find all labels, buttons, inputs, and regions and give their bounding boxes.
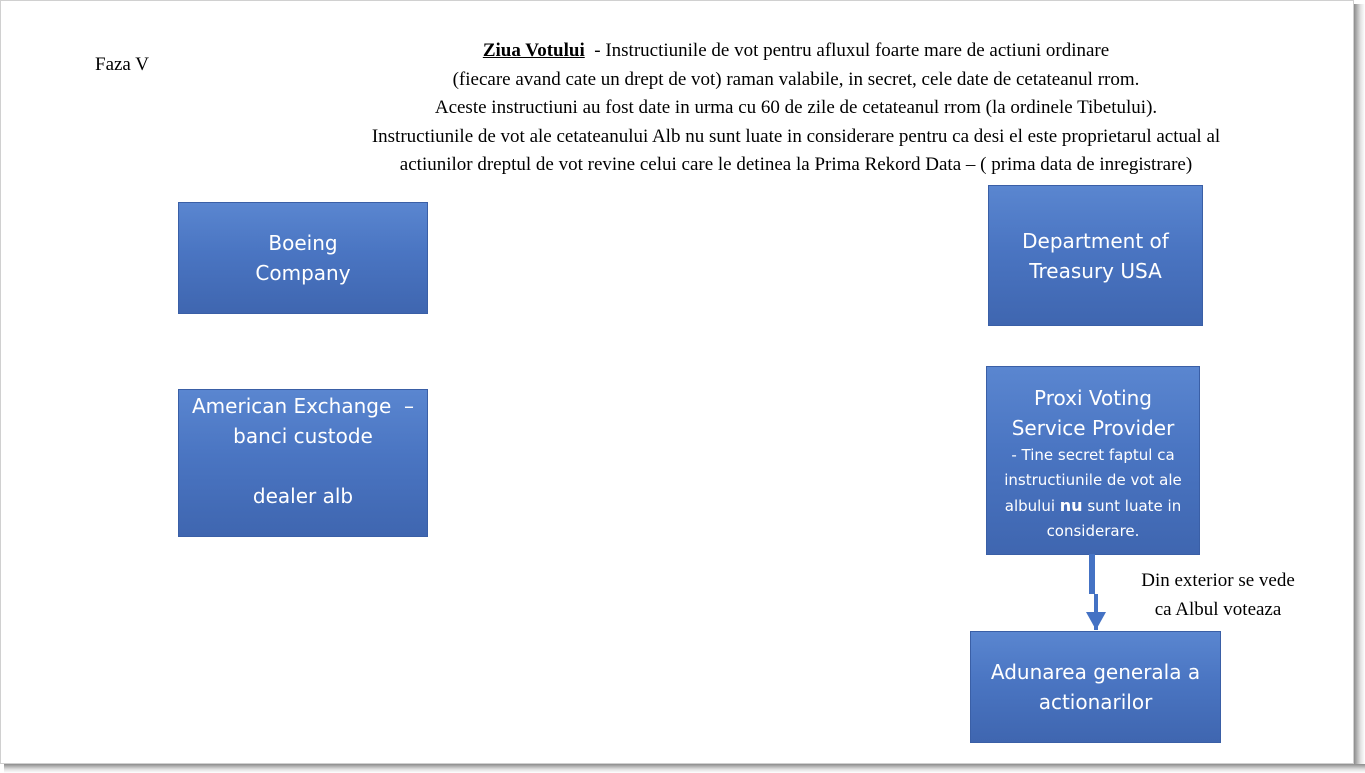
- proxy-sub-1: - Tine secret faptul ca: [1011, 446, 1175, 464]
- exchange-line-3: dealer alb: [252, 484, 354, 508]
- heading-line-1-rest: - Instructiunile de vot pentru afluxul foarte mare de actiuni ordinare: [584, 40, 1110, 61]
- proxy-sub-2: instructiunile de vot ale: [1004, 471, 1182, 489]
- slide-shadow-right: [1354, 4, 1365, 773]
- heading-line-2: (fiecare avand cate un drept de vot) raman valabile, in secret, cele date de cetateanul rrom.: [452, 68, 1140, 90]
- arrow-note-line-2: ca Albul voteaza: [1154, 598, 1282, 620]
- heading-text: [261, 37, 1331, 180]
- heading-line-1: [261, 37, 1331, 66]
- arrow-note: [1113, 567, 1323, 624]
- boeing-line-1: Boeing: [268, 231, 338, 255]
- treasury-line-1: Department of: [1022, 228, 1169, 253]
- exchange-line-1: American Exchange –: [192, 394, 414, 418]
- heading-line-4: Instructiunile de vot ale cetateanului Alb nu sunt luate in considerare pentru ca desi el este proprietarul actual al: [371, 125, 1221, 147]
- proxy-sub-3-bold: nu: [1059, 496, 1083, 515]
- down-arrow-icon: [1081, 554, 1111, 634]
- assembly-line-1: Adunarea generala a: [990, 660, 1201, 684]
- heading-title: Ziua Votului: [482, 40, 585, 61]
- proxy-title-2: Service Provider: [1011, 416, 1175, 440]
- heading-line-5: actiunilor dreptul de vot revine celui care le detinea la Prima Rekord Data – ( prima data de inregistrare): [399, 154, 1193, 175]
- heading-line-3: Aceste instructiuni au fost date in urma cu 60 de zile de cetateanul rrom (la ordinele Tibetului).: [434, 97, 1158, 118]
- proxy-sub-4: considerare.: [1046, 522, 1140, 540]
- boeing-company-box: [178, 202, 428, 314]
- treasury-line-2: Treasury USA: [1029, 258, 1162, 283]
- assembly-line-2: actionarilor: [1038, 690, 1153, 714]
- proxy-sub-3: [1005, 493, 1181, 519]
- exchange-line-2: banci custode: [233, 424, 373, 448]
- phase-label: Faza V: [95, 54, 149, 75]
- american-exchange-box: [178, 389, 428, 537]
- proxy-sub-3-post: sunt luate in: [1082, 497, 1182, 515]
- general-assembly-box: [970, 631, 1221, 743]
- treasury-box: [988, 185, 1203, 326]
- arrow-note-line-1: Din exterior se vede: [1141, 570, 1295, 591]
- boeing-line-2: Company: [255, 261, 351, 285]
- proxy-sub-3-pre: albului: [1004, 497, 1060, 515]
- proxy-voting-box: [986, 366, 1200, 555]
- slide-shadow-bottom: [4, 764, 1365, 773]
- proxy-title-1: Proxi Voting: [1034, 386, 1152, 410]
